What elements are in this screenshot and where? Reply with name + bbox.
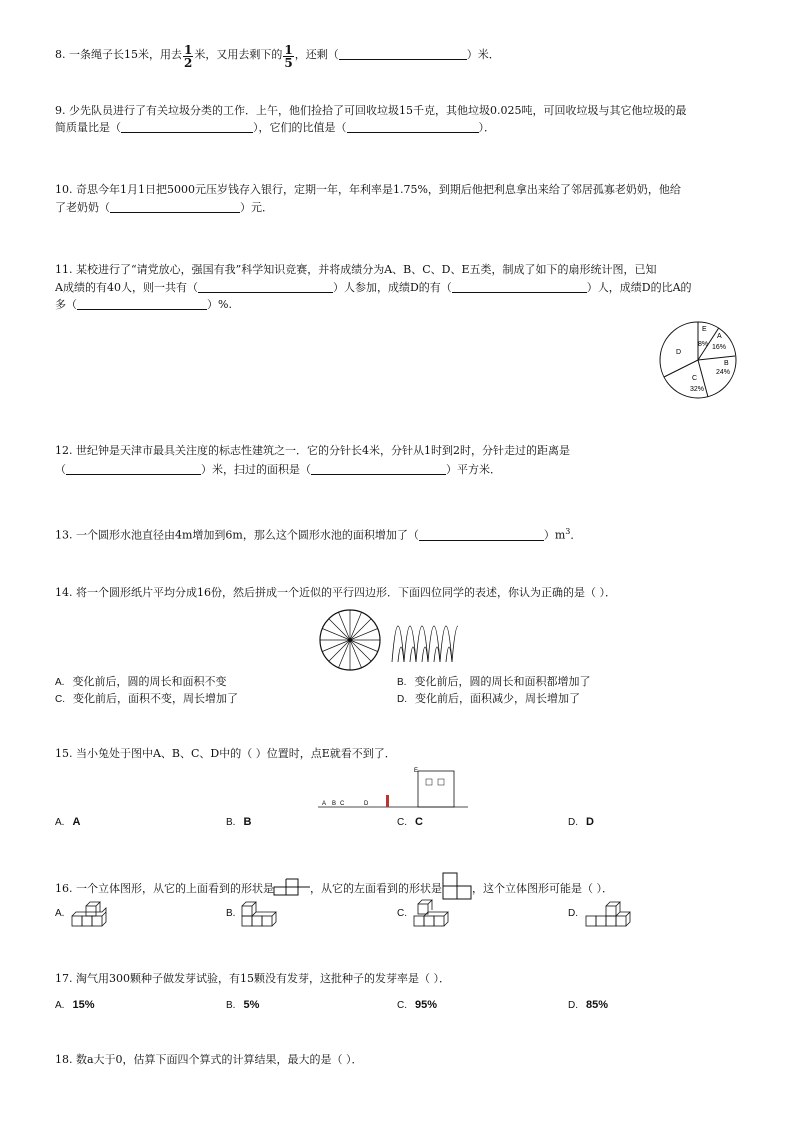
q17-option-b[interactable]: B. 5% xyxy=(226,999,260,1011)
q9-text-b: ），它们的比值是（ xyxy=(253,121,347,134)
q10-text-b: ）元． xyxy=(240,201,273,214)
q17-stem: 17. 淘气用300颗种子做发芽试验，有15颗没有发芽，这批种子的发芽率是（ ）． xyxy=(55,972,450,985)
top-view-shape xyxy=(274,878,310,896)
left-view-shape xyxy=(442,872,472,900)
q10-answer-blank[interactable] xyxy=(110,201,240,213)
q16-text-c: ，这个立体图形可能是（ ）． xyxy=(472,882,613,895)
q13-text-c: ． xyxy=(570,528,582,542)
q15-option-b[interactable]: B. B xyxy=(226,816,252,828)
question-9-line2 xyxy=(55,121,495,135)
q16-option-d[interactable]: D. xyxy=(568,908,578,919)
q15-option-d[interactable]: D. D xyxy=(568,816,594,828)
q12-line1: 12. 世纪钟是天津市最具关注度的标志性建筑之一．它的分针长4米，分针从1时到2时，分针走过的距离是 xyxy=(55,444,570,457)
question-8 xyxy=(55,44,500,69)
q9-ratio-blank[interactable] xyxy=(121,121,253,133)
q16-option-c[interactable]: C. xyxy=(397,908,407,919)
q16-cube-figure-b xyxy=(240,900,280,930)
q14-option-d[interactable]: D. 变化前后，面积减少，周长增加了 xyxy=(397,692,580,705)
q12-text-a: （ xyxy=(55,463,66,476)
fraction-one-fifth: $\frac{1}{5}$ xyxy=(284,43,293,70)
circle-sectors-figure xyxy=(318,608,382,672)
q12-distance-blank[interactable] xyxy=(66,463,201,475)
q15-option-a[interactable]: A. A xyxy=(55,816,81,828)
q17-option-c[interactable]: C. 95% xyxy=(397,999,438,1011)
q14-option-b[interactable]: B. 变化前后，圆的周长和面积都增加了 xyxy=(397,675,591,688)
q8-text: 8. 一条绳子长15米，用去 xyxy=(55,48,182,61)
q8-text-post: ，还剩（ xyxy=(294,48,339,61)
q13-exponent: 3 xyxy=(565,527,571,536)
pie-label-a: A xyxy=(717,333,722,340)
pie-label-e: E xyxy=(702,326,707,333)
q12-text-c: ）平方米． xyxy=(446,463,501,476)
q11-text-e: ）%. xyxy=(207,298,232,311)
pie-label-c: C xyxy=(692,375,698,382)
rabbit-building-figure xyxy=(318,765,468,815)
q16-text-a: 16. 一个立体图形，从它的上面看到的形状是 xyxy=(55,882,274,895)
q14-option-a[interactable]: A. 变化前后，圆的周长和面积不变 xyxy=(55,675,227,688)
fig-label-b: B xyxy=(332,801,337,807)
question-11-line2 xyxy=(55,281,692,295)
q16-option-b[interactable]: B. xyxy=(226,908,236,919)
q11-line1: 11. 某校进行了“请党放心，强国有我”科学知识竞赛，并将成绩分为A、B、C、D、E五类，制成了如下的扇形统计图，已知 xyxy=(55,263,657,276)
q8-text-end: ）米． xyxy=(466,48,500,61)
q11-total-blank[interactable] xyxy=(198,281,333,293)
q16-cube-figure-a xyxy=(70,900,110,930)
q16-option-a[interactable]: A. xyxy=(55,908,65,919)
pie-label-d: D xyxy=(676,349,682,356)
q9-text-c: ）． xyxy=(478,121,495,134)
q13-text-a: 13. 一个圆形水池直径由4m增加到6m，那么这个圆形水池的面积增加了（ xyxy=(55,528,419,542)
q14-option-c[interactable]: C. 变化前后，面积不变，周长增加了 xyxy=(55,692,238,705)
fig-label-a: A xyxy=(322,801,327,807)
q17-option-d[interactable]: D. 85% xyxy=(568,999,609,1011)
q10-text-a: 了老奶奶（ xyxy=(55,201,110,214)
q11-text-d: 多（ xyxy=(55,298,77,311)
q17-option-a[interactable]: A. 15% xyxy=(55,999,95,1011)
question-13 xyxy=(55,525,581,543)
question-16 xyxy=(55,872,613,900)
fig-label-c: C xyxy=(340,801,345,807)
q15-stem: 15. 当小兔处于图中A、B、C、D中的（ ）位置时，点E就看不到了． xyxy=(55,747,396,760)
q9-line1: 9. 少先队员进行了有关垃圾分类的工作．上午，他们捡拾了可回收垃圾15千克，其他垃圾0.025吨，可回收垃圾与其它他垃圾的最 xyxy=(55,104,687,117)
q8-answer-blank[interactable] xyxy=(339,48,467,60)
pie-label-b: B xyxy=(724,360,729,367)
q11-text-c: ）人，成绩D的比A的 xyxy=(586,281,692,294)
q8-text-mid: 米，又用去剩下的 xyxy=(194,48,283,61)
q9-value-blank[interactable] xyxy=(347,121,479,133)
q11-d-count-blank[interactable] xyxy=(452,281,587,293)
q11-text-b: ）人参加，成绩D的有（ xyxy=(332,281,452,294)
pie-pct-e: 8% xyxy=(698,341,709,348)
pie-pct-c: 32% xyxy=(690,386,705,393)
q10-line1: 10. 奇思今年1月1日把5000元压岁钱存入银行，定期一年，年利率是1.75%，到期后他把利息拿出来给了邻居孤寡老奶奶，他给 xyxy=(55,183,681,196)
fig-label-d: D xyxy=(364,801,369,807)
q16-cube-figure-d xyxy=(584,900,632,930)
q14-stem: 14. 将一个圆形纸片平均分成16份，然后拼成一个近似的平行四边形．下面四位同学的表述，你认为正确的是（ ）． xyxy=(55,586,616,599)
question-10-line2 xyxy=(55,201,273,215)
q16-cube-figure-c xyxy=(412,900,452,930)
pie-chart-figure xyxy=(658,320,738,400)
q15-option-c[interactable]: C. C xyxy=(397,816,423,828)
fig-label-e: E xyxy=(414,768,419,774)
pie-pct-a: 16% xyxy=(712,344,727,351)
q13-text-b: ）m xyxy=(543,528,566,542)
q13-answer-blank[interactable] xyxy=(419,529,544,541)
fraction-one-half: $\frac{1}{2}$ xyxy=(184,43,193,70)
q16-text-b: ，从它的左面看到的形状是 xyxy=(310,882,442,895)
pie-pct-b: 24% xyxy=(716,369,731,376)
q9-text-a: 简质量比是（ xyxy=(55,121,121,134)
q18-stem: 18. 数a大于0，估算下面四个算式的计算结果，最大的是（ ）． xyxy=(55,1053,363,1066)
question-12-line2 xyxy=(55,463,501,477)
parallelogram-figure xyxy=(390,624,462,664)
q12-text-b: ）米，扫过的面积是（ xyxy=(201,463,311,476)
q12-area-blank[interactable] xyxy=(311,463,446,475)
q11-text-a: A成绩的有40人，则一共有（ xyxy=(55,281,198,294)
question-11-line3 xyxy=(55,298,232,312)
q11-percent-blank[interactable] xyxy=(77,298,207,310)
